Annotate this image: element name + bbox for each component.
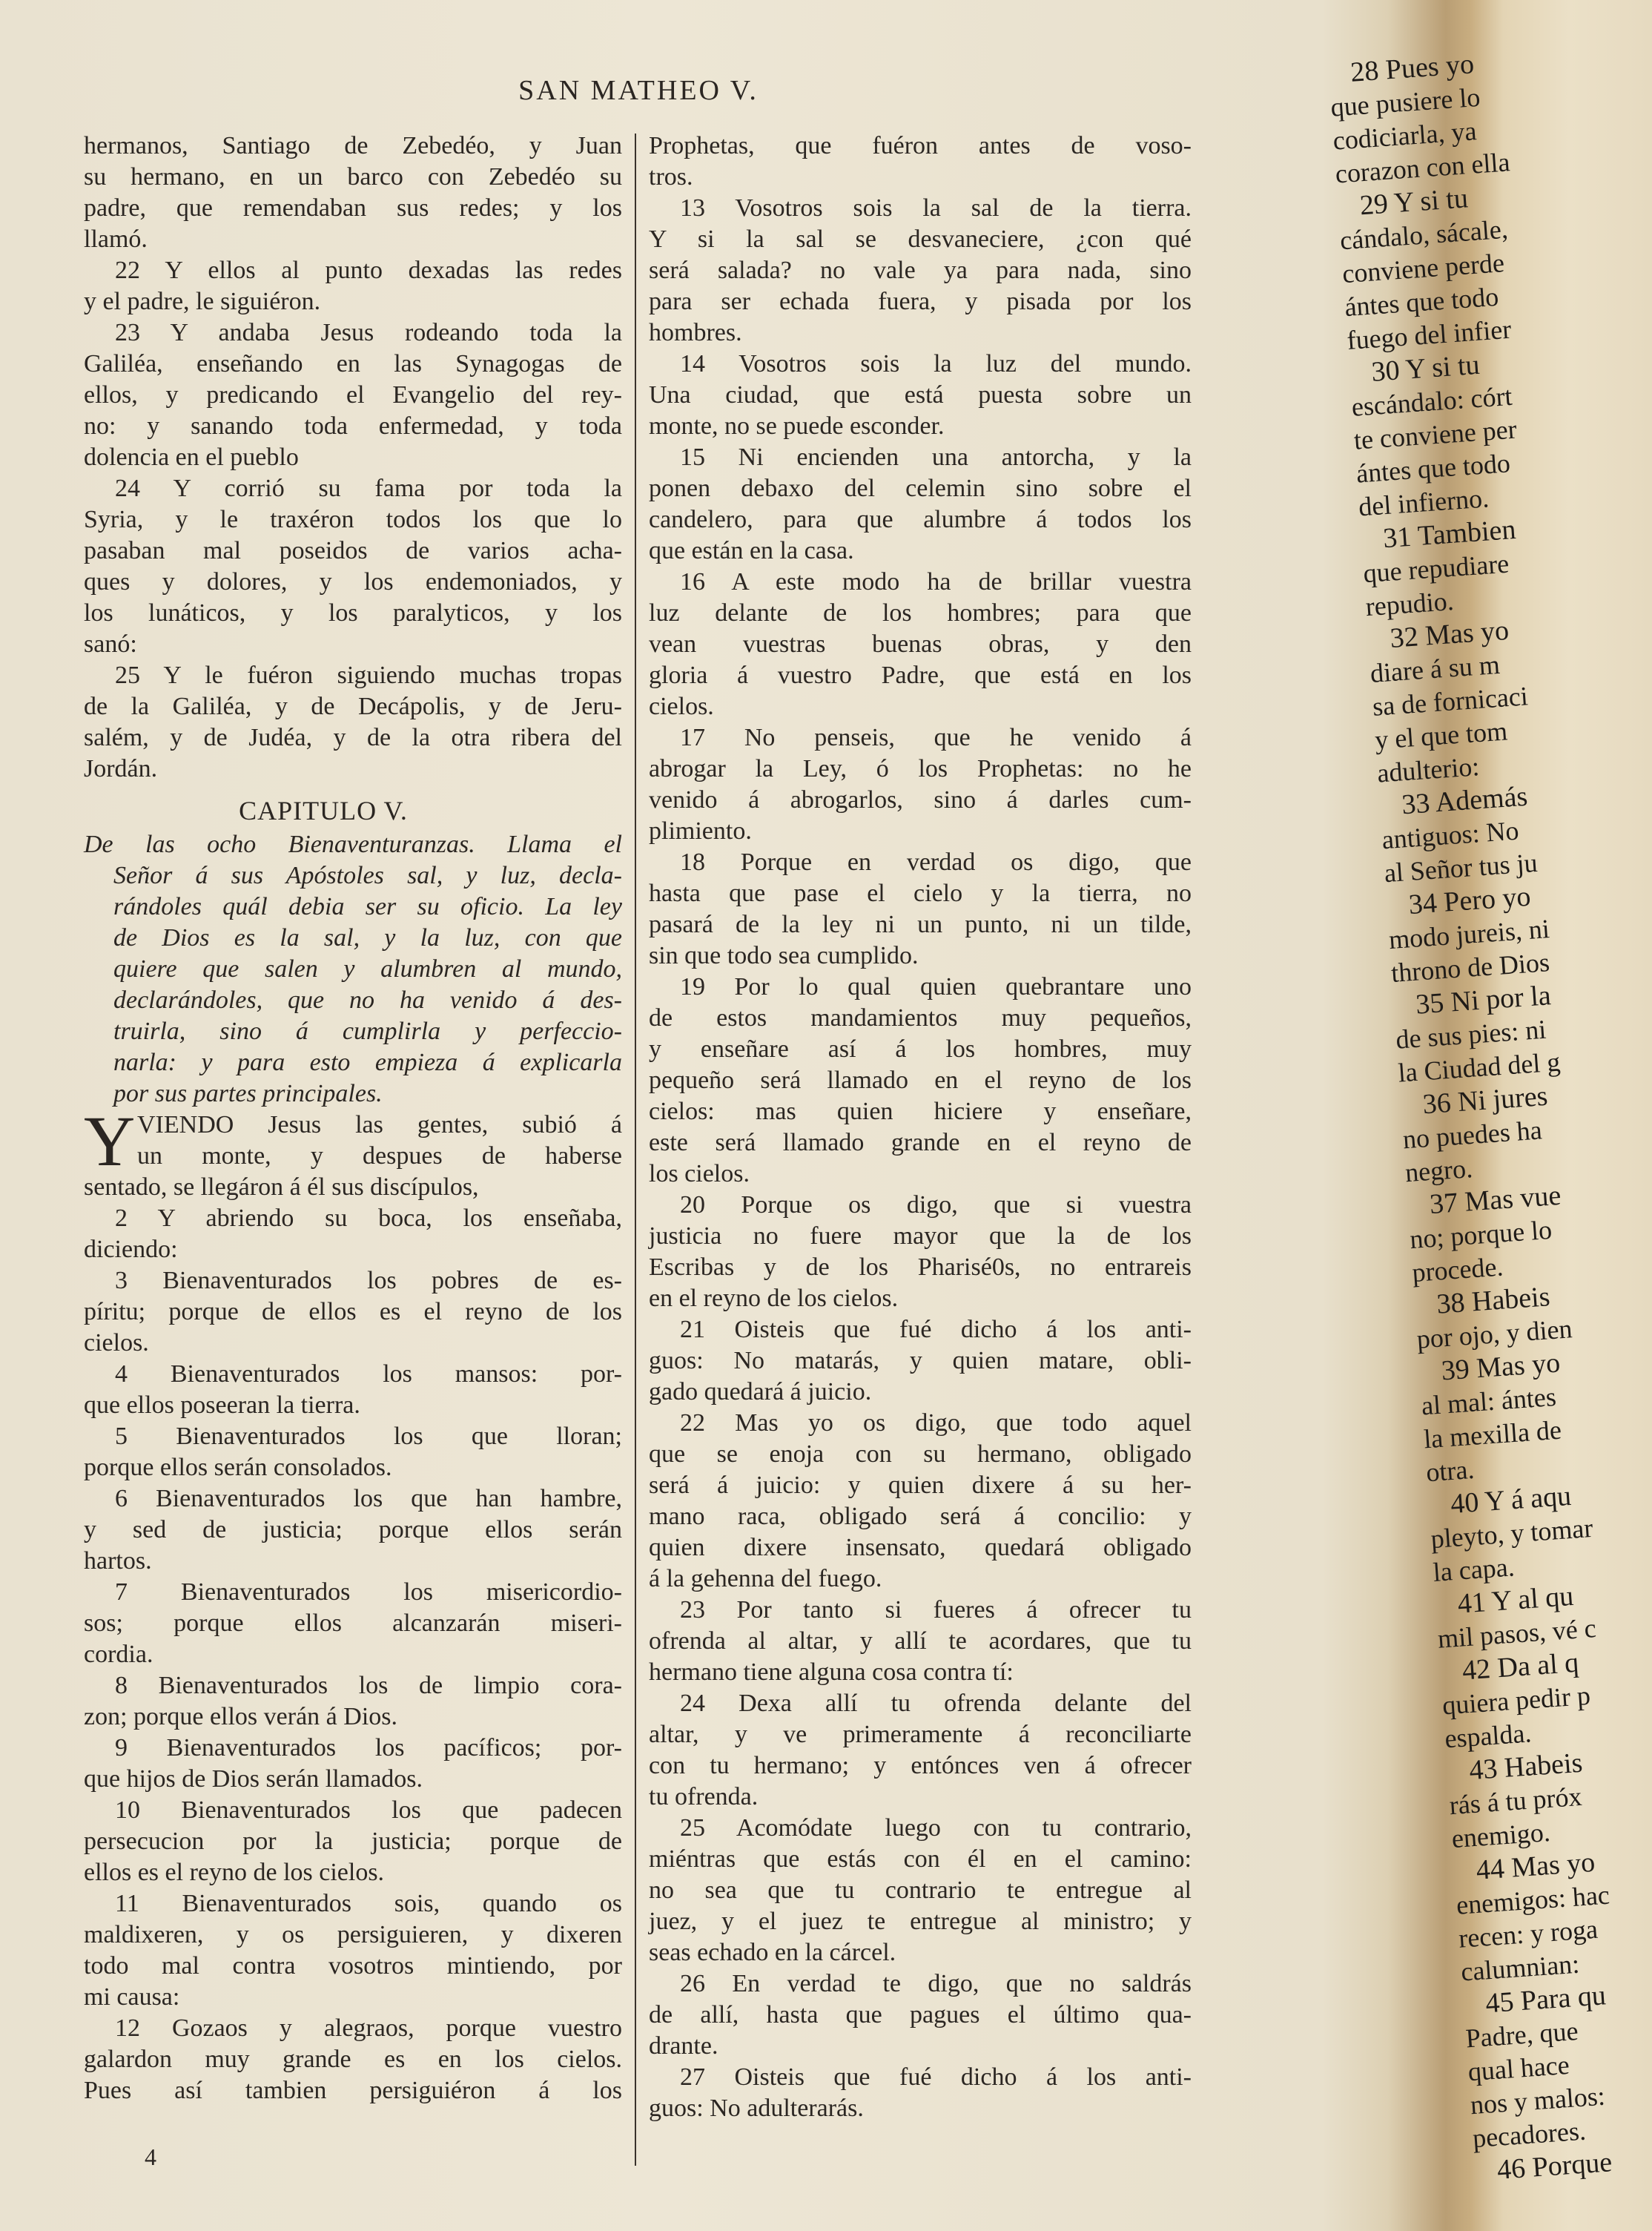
text-line: 5 Bienaventurados los que lloran; — [115, 1423, 622, 1450]
text-line: sentado, se llegáron á él sus discípulos, — [84, 1173, 479, 1201]
text-line: 11 Bienaventurados sois, quando os — [115, 1890, 622, 1917]
text-line: de estos mandamientos muy pequeños, — [649, 1004, 1192, 1032]
text-line: Pues así tambien persiguiéron á los — [84, 2077, 622, 2104]
facing-page-line: la capa. — [1432, 1552, 1516, 1587]
verse-paragraph — [84, 317, 622, 473]
page-number: 4 — [145, 2143, 156, 2170]
text-line: 23 Y andaba Jesus rodeando toda la — [115, 319, 622, 346]
facing-page-line: 36 Ni jures — [1421, 1080, 1549, 1121]
text-line: y el padre, le siguiéron. — [84, 288, 321, 315]
text-line: maldixeren, y os persiguieren, y dixeren — [84, 1921, 622, 1948]
facing-page-line: al mal: ántes — [1420, 1381, 1557, 1421]
text-line: pasará de la ley ni un punto, ni un tilde, — [649, 911, 1192, 938]
facing-page-line: ántes que todo — [1344, 281, 1500, 323]
verse-paragraph — [649, 847, 1192, 972]
facing-page-line: que pusiere lo — [1329, 82, 1481, 122]
verse-paragraph — [649, 1813, 1192, 1968]
verse-paragraph — [649, 1190, 1192, 1314]
text-line: que hijos de Dios serán llamados. — [84, 1765, 423, 1793]
text-line: píritu; porque de ellos es el reyno de los — [84, 1298, 622, 1325]
text-line: Galiléa, enseñando en las Synagogas de — [84, 350, 622, 378]
facing-page-line: no; porque lo — [1409, 1214, 1553, 1255]
text-line: 22 Y ellos al punto dexadas las redes — [115, 257, 622, 284]
facing-page-line: procede. — [1411, 1251, 1504, 1288]
text-line: 18 Porque en verdad os digo, que — [680, 848, 1192, 876]
text-line: hartos. — [84, 1547, 152, 1575]
text-line: abrogar la Ley, ó los Prophetas: no he — [649, 755, 1192, 782]
text-line: que están en la casa. — [649, 537, 854, 564]
text-line: 27 Oisteis que fué dicho á los anti- — [680, 2063, 1192, 2091]
text-line: De las ocho Bienaventuranzas. Llama el — [84, 831, 622, 858]
verse-paragraph — [649, 1968, 1192, 2062]
text-line: hermano tiene alguna cosa contra tí: — [649, 1658, 1014, 1686]
text-line: quien dixere insensato, quedará obligado — [649, 1534, 1192, 1561]
text-line: dolencia en el pueblo — [84, 444, 299, 471]
facing-page-line: ántes que todo — [1355, 448, 1512, 489]
text-line: 23 Por tanto si fueres á ofrecer tu — [680, 1596, 1192, 1624]
text-line: Prophetas, que fuéron antes de voso- — [649, 132, 1192, 159]
verse-paragraph — [649, 1408, 1192, 1595]
verse-paragraph — [649, 1314, 1192, 1408]
text-line: 15 Ni encienden una antorcha, y la — [680, 444, 1192, 471]
text-line: 14 Vosotros sois la luz del mundo. — [680, 350, 1192, 378]
verse-paragraph — [649, 349, 1192, 442]
text-line: por sus partes principales. — [113, 1080, 383, 1107]
facing-page-line: 29 Y si tu — [1358, 182, 1470, 222]
text-line: mano raca, obligado será á concilio: y — [649, 1503, 1192, 1530]
verse-paragraph — [649, 442, 1192, 567]
facing-page-line: mil pasos, vé c — [1436, 1612, 1597, 1654]
facing-page-line: 32 Mas yo — [1389, 614, 1510, 654]
text-line: 12 Gozaos y alegraos, porque vuestro — [115, 2014, 622, 2042]
facing-page-line: 28 Pues yo — [1349, 48, 1476, 88]
text-line: Y si la sal se desvaneciere, ¿con qué — [649, 225, 1192, 253]
text-line: persecucion por la justicia; porque de — [84, 1828, 622, 1855]
text-line: hermanos, Santiago de Zebedéo, y Juan — [84, 132, 622, 159]
text-line: 10 Bienaventurados los que padecen — [115, 1796, 622, 1824]
text-line: un monte, y despues de haberse — [137, 1142, 622, 1170]
facing-page-line: cándalo, sácale, — [1338, 214, 1509, 256]
verse-paragraph — [84, 1577, 622, 1670]
text-line: 8 Bienaventurados los de limpio cora- — [115, 1672, 622, 1699]
right-column — [649, 131, 1192, 2124]
facing-page-line: escándalo: córt — [1350, 380, 1513, 422]
verse-paragraph — [649, 131, 1192, 193]
text-line: quiere que salen y alumbren al mundo, — [113, 955, 622, 983]
text-line: será á juicio: y quien dixere á su her- — [649, 1472, 1192, 1499]
verse-paragraph — [84, 1203, 622, 1265]
facing-page-line: diare á su m — [1369, 649, 1501, 688]
facing-page-line: que repudiare — [1362, 548, 1510, 589]
facing-page-line: 31 Tambien — [1381, 513, 1517, 555]
facing-page-line: sa de fornicaci — [1371, 681, 1529, 722]
text-line: cielos. — [84, 1329, 149, 1357]
facing-page-line: de sus pies: ni — [1395, 1014, 1547, 1055]
text-line: 22 Mas yo os digo, que todo aquel — [680, 1409, 1192, 1437]
text-line: será salada? no vale ya para nada, sino — [649, 257, 1192, 284]
text-line: 6 Bienaventurados los que han hambre, — [115, 1485, 622, 1512]
text-line: 20 Porque os digo, que si vuestra — [680, 1191, 1192, 1219]
facing-page-line: nos y malos: — [1469, 2080, 1606, 2120]
verse-paragraph — [84, 1421, 622, 1483]
facing-page — [1327, 47, 1633, 2204]
facing-page-line: pecadores. — [1471, 2115, 1587, 2154]
verse-paragraph — [84, 1733, 622, 1795]
text-line: ofrenda al altar, y allí te acordares, que tu — [649, 1627, 1192, 1655]
text-line: VIENDO Jesus las gentes, subió á — [137, 1111, 622, 1138]
text-line: gado quedará á juicio. — [649, 1378, 872, 1406]
facing-page-line: recen: y roga — [1457, 1914, 1599, 1954]
text-line: drante. — [649, 2032, 718, 2060]
text-line: Jordán. — [84, 755, 158, 782]
text-line: porque ellos serán consolados. — [84, 1454, 392, 1481]
text-line: 19 Por lo qual quien quebrantare uno — [680, 973, 1192, 1001]
text-line: 24 Y corrió su fama por toda la — [115, 475, 622, 502]
facing-page-line: otra. — [1424, 1454, 1476, 1488]
text-line: pasaban mal poseidos de varios acha- — [84, 537, 622, 564]
verse-paragraph — [649, 722, 1192, 847]
text-line: vean vuestras buenas obras, y den — [649, 630, 1192, 658]
verse-paragraph — [84, 473, 622, 660]
text-line: justicia no fuere mayor que la de los — [649, 1222, 1192, 1250]
facing-page-line: rás á tu próx — [1448, 1781, 1583, 1821]
text-line: no: y sanando toda enfermedad, y toda — [84, 412, 622, 440]
text-line: juez, y el juez te entregue al ministro; y — [649, 1908, 1192, 1935]
text-line: miéntras que estás con él en el camino: — [649, 1845, 1192, 1873]
facing-page-line: pleyto, y tomar — [1430, 1512, 1594, 1555]
verse-paragraph — [84, 131, 622, 255]
facing-page-line: 35 Ni por la — [1414, 980, 1552, 1021]
verse-paragraph — [84, 1265, 622, 1359]
text-line: guos: No matarás, y quien matare, obli- — [649, 1347, 1192, 1374]
text-line: su hermano, en un barco con Zebedéo su — [84, 163, 622, 191]
text-line: de Dios es la sal, y la luz, con que — [113, 924, 622, 952]
text-line: mi causa: — [84, 1983, 180, 2011]
facing-page-line: 41 Y al qu — [1456, 1580, 1575, 1620]
text-line: ponen debaxo del celemin sino sobre el — [649, 475, 1192, 502]
verse-paragraph — [84, 2013, 622, 2106]
text-line: sin que todo sea cumplido. — [649, 942, 919, 969]
facing-page-line: 42 Da al q — [1461, 1647, 1580, 1687]
running-header: SAN MATHEO V. — [518, 75, 759, 106]
text-line: guos: No adulterarás. — [649, 2095, 864, 2122]
text-line: en el reyno de los cielos. — [649, 1285, 899, 1312]
facing-page-line: Padre, que — [1464, 2015, 1579, 2054]
text-line: 3 Bienaventurados los pobres de es- — [115, 1267, 622, 1294]
chapter-summary — [84, 829, 622, 1110]
text-line: diciendo: — [84, 1236, 178, 1263]
text-line: que ellos poseeran la tierra. — [84, 1391, 360, 1419]
verse-paragraph — [649, 1688, 1192, 1813]
facing-page-line: negro. — [1404, 1153, 1474, 1188]
facing-page-line: 37 Mas vue — [1428, 1179, 1562, 1221]
text-line: 13 Vosotros sois la sal de la tierra. — [680, 194, 1192, 222]
text-line: zon; porque ellos verán á Dios. — [84, 1703, 397, 1730]
facing-page-line: repudio. — [1364, 585, 1455, 622]
text-line: 16 A este modo ha de brillar vuestra — [680, 568, 1192, 596]
text-line: 9 Bienaventurados los pacíficos; por- — [115, 1734, 622, 1762]
text-line: no sea que tu contrario te entregue al — [649, 1876, 1192, 1904]
text-line: sos; porque ellos alcanzarán miseri- — [84, 1609, 622, 1637]
text-line: luz delante de los hombres; para que — [649, 599, 1192, 627]
column-divider — [635, 134, 636, 2166]
text-line: los cielos. — [649, 1160, 750, 1187]
facing-page-line: adulterio: — [1376, 751, 1481, 788]
verse-paragraph — [84, 1888, 622, 2013]
text-line: declarándoles, que no ha venido á des- — [113, 986, 622, 1014]
text-line: candelero, para que alumbre á todos los — [649, 506, 1192, 533]
facing-page-line: corazon con ella — [1334, 147, 1511, 189]
text-line: los lunáticos, y los paralyticos, y los — [84, 599, 622, 627]
text-line: de allí, hasta que pagues el último qua- — [649, 2001, 1192, 2029]
facing-page-line: espalda. — [1444, 1718, 1533, 1754]
text-line: truirla, sino á cumplirla y perfeccio- — [113, 1018, 622, 1045]
text-line: 7 Bienaventurados los misericordio- — [115, 1578, 622, 1606]
text-line: cielos: mas quien hiciere y enseñare, — [649, 1098, 1192, 1125]
verse-paragraph — [84, 1670, 622, 1733]
text-line: rándoles quál debia ser su oficio. La ley — [113, 893, 622, 920]
text-line: ques y dolores, y los endemoniados, y — [84, 568, 622, 596]
verse-paragraph — [84, 660, 622, 785]
verse-paragraph — [649, 2062, 1192, 2124]
text-line: Syria, y le traxéron todos los que lo — [84, 506, 622, 533]
facing-page-line: y el que tom — [1373, 716, 1509, 755]
facing-page-line: modo jureis, ni — [1387, 914, 1551, 955]
facing-page-line: antiguos: No — [1381, 815, 1520, 855]
verse-paragraph — [84, 1795, 622, 1888]
facing-page-line: qual hace — [1467, 2049, 1570, 2087]
text-line: cielos. — [649, 693, 714, 720]
facing-page-line: al Señor tus ju — [1383, 847, 1539, 889]
verse-paragraph — [84, 1359, 622, 1421]
facing-page-line: 34 Pero yo — [1407, 880, 1532, 921]
text-line: 24 Dexa allí tu ofrenda delante del — [680, 1690, 1192, 1717]
text-line: cordia. — [84, 1641, 153, 1668]
verse-paragraph — [649, 972, 1192, 1190]
text-line: Una ciudad, que está puesta sobre un — [649, 381, 1192, 409]
text-line: 25 Y le fuéron siguiendo muchas tropas — [115, 662, 622, 689]
verse-paragraph — [649, 193, 1192, 349]
facing-page-line: del infierno. — [1357, 483, 1490, 522]
facing-page-line: por ojo, y dien — [1415, 1314, 1573, 1354]
text-line: 17 No penseis, que he venido á — [680, 724, 1192, 751]
text-line: 2 Y abriendo su boca, los enseñaba, — [115, 1205, 622, 1232]
text-line: tu ofrenda. — [649, 1783, 759, 1810]
facing-page-line: quiera pedir p — [1441, 1680, 1592, 1721]
text-line: tros. — [649, 163, 693, 191]
facing-page-line: calumnian: — [1460, 1948, 1581, 1987]
drop-cap-initial: Y — [84, 1101, 136, 1181]
verse-paragraph — [649, 567, 1192, 722]
text-line: narla: y para esto empieza á explicarla — [113, 1049, 622, 1076]
text-line: ellos, y predicando el Evangelio del rey- — [84, 381, 622, 409]
facing-page-line: te conviene per — [1352, 414, 1518, 455]
text-line: Escribas y de los Pharisé0s, no entrareis — [649, 1253, 1192, 1281]
facing-page-line: 43 Habeis — [1468, 1747, 1584, 1787]
facing-page-line: 40 Y á aqu — [1449, 1480, 1573, 1520]
facing-page-line: 46 Porque — [1496, 2146, 1613, 2186]
text-line: altar, y ve primeramente á reconciliarte — [649, 1721, 1192, 1748]
text-line: plimiento. — [649, 817, 752, 845]
text-line: y sed de justicia; porque ellos serán — [84, 1516, 622, 1543]
facing-page-line: 39 Mas yo — [1440, 1347, 1562, 1387]
facing-page-line: codiciarla, ya — [1332, 116, 1478, 156]
verse-paragraph — [84, 255, 622, 317]
chapter-heading: CAPITULO V. — [239, 796, 408, 825]
facing-page-line: no puedes ha — [1401, 1115, 1543, 1155]
text-line: Señor á sus Apóstoles sal, y luz, decla- — [113, 862, 622, 889]
left-column — [84, 131, 622, 2106]
facing-page-line: 45 Para qu — [1484, 1980, 1608, 2020]
text-line: padre, que remendaban sus redes; y los — [84, 194, 622, 222]
text-line: y enseñare así á los hombres, muy — [649, 1035, 1192, 1063]
text-line: con tu hermano; y entónces ven á ofrecer — [649, 1752, 1192, 1779]
text-line: venido á abrogarlos, sino á darles cum- — [649, 786, 1192, 814]
text-line: hombres. — [649, 319, 742, 346]
text-line: pequeño será llamado en el reyno de los — [649, 1067, 1192, 1094]
text-line: este será llamado grande en el reyno de — [649, 1129, 1192, 1156]
text-line: 4 Bienaventurados los mansos: por- — [115, 1360, 622, 1388]
text-line: 25 Acomódate luego con tu contrario, — [680, 1814, 1192, 1842]
text-line: de la Galiléa, y de Decápolis, y de Jeru- — [84, 693, 622, 720]
facing-page-line: la Ciudad del g — [1397, 1047, 1562, 1088]
text-line: galardon muy grande es en los cielos. — [84, 2046, 622, 2073]
text-line: salém, y de Judéa, y de la otra ribera del — [84, 724, 622, 751]
facing-page-line: fuego del infier — [1346, 314, 1513, 356]
verse-paragraph — [84, 1101, 622, 1203]
text-line: para ser echada fuera, y pisada por los — [649, 288, 1192, 315]
text-line: 26 En verdad te digo, que no saldrás — [680, 1970, 1192, 1997]
text-line: hasta que pase el cielo y la tierra, no — [649, 880, 1192, 907]
text-line: llamó. — [84, 225, 148, 253]
verse-paragraph — [84, 1483, 622, 1577]
text-line: seas echado en la cárcel. — [649, 1939, 896, 1966]
text-line: que se enoja con su hermano, obligado — [649, 1440, 1192, 1468]
text-line: todo mal contra vosotros mintiendo, por — [84, 1952, 622, 1980]
text-line: ellos es el reyno de los cielos. — [84, 1859, 385, 1886]
facing-page-line: 38 Habeis — [1435, 1281, 1551, 1320]
facing-page-line: 30 Y si tu — [1370, 349, 1481, 388]
facing-page-line: enemigos: hac — [1455, 1879, 1611, 1920]
verse-paragraph — [649, 1595, 1192, 1688]
text-line: monte, no se puede esconder. — [649, 412, 945, 440]
facing-page-line: throno de Dios — [1390, 947, 1551, 988]
text-line: á la gehenna del fuego. — [649, 1565, 882, 1592]
text-line: gloria á vuestro Padre, que está en los — [649, 662, 1192, 689]
facing-page-line: 33 Además — [1401, 780, 1529, 821]
facing-page-line: conviene perde — [1341, 248, 1506, 289]
facing-page-line: enemigo. — [1450, 1816, 1551, 1854]
facing-page-line: la mexilla de — [1422, 1414, 1563, 1454]
text-line: sanó: — [84, 630, 137, 658]
facing-page-line: 44 Mas yo — [1475, 1846, 1596, 1886]
text-line: 21 Oisteis que fué dicho á los anti- — [680, 1316, 1192, 1343]
